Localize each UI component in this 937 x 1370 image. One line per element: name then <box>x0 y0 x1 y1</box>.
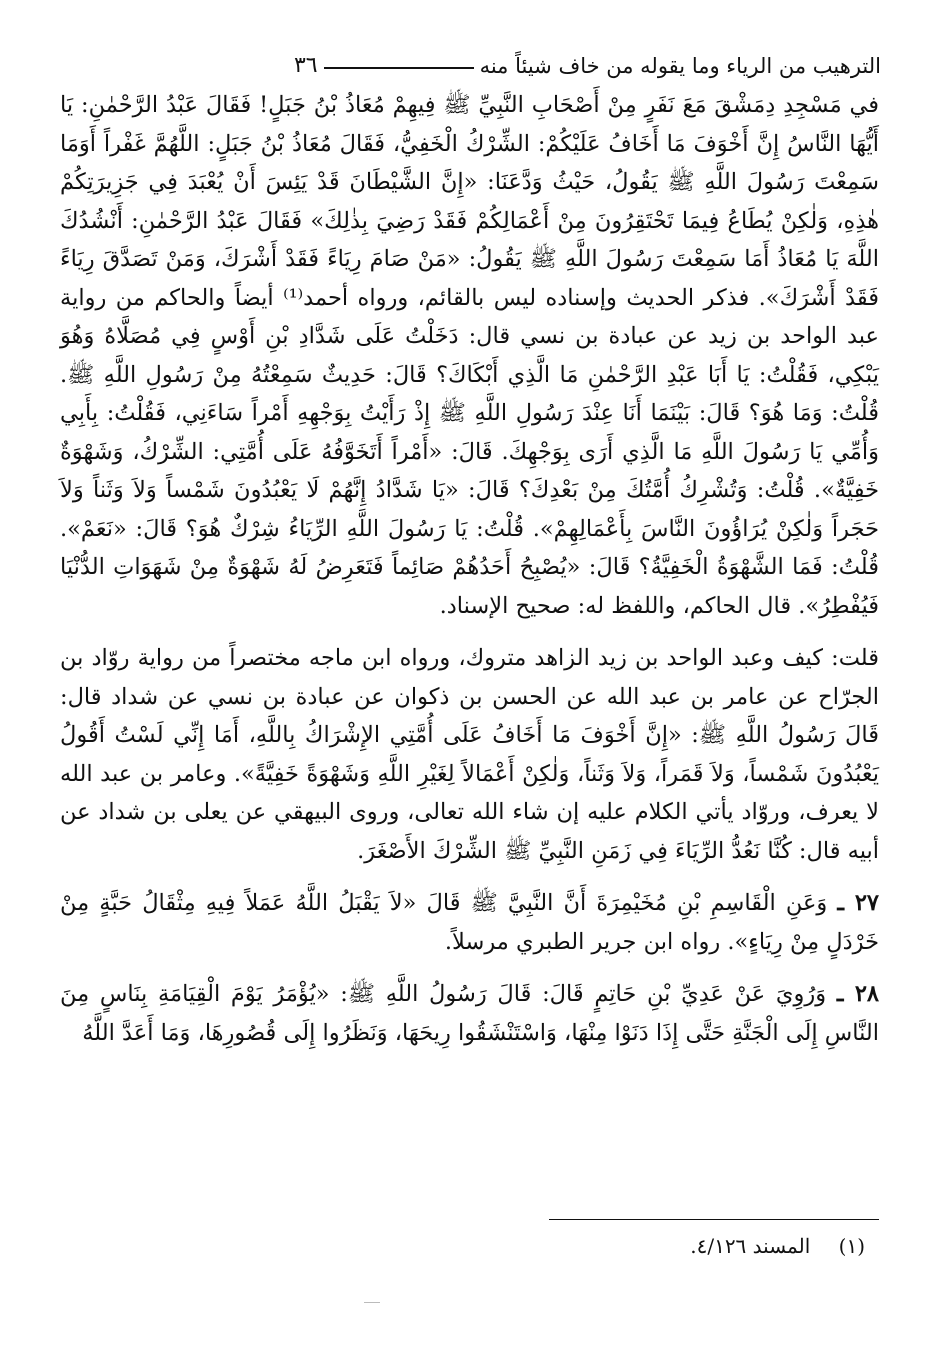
header-rule <box>324 67 474 69</box>
paragraph-text: قلت: كيف وعبد الواحد بن زيد الزاهد متروك، ورواه ابن ماجه مختصراً من رواية روّاد بن الجرّاح عن عامر بن عبد الله عن الحسن بن ذكوان عن عبادة بن نسي عن شداد قال: قَالَ رَسُولُ اللَّهِ ﷺ: «إِنَّ أَخْوَفَ مَا أَخَافُ عَلَى أُمَّتِي الإِشْرَاكُ بِاللَّهِ، أَمَا إِنِّي لَسْتُ أَقُولُ يَعْبُدُونَ شَمْساً، وَلاَ قَمَراً، وَلاَ وَثَناً، وَلٰكِنْ أَعْمَالاً لِغَيْرِ اللَّهِ وَشَهْوَةً خَفِيَّةً». وعامر بن عبد الله لا يعرف، وروّاد يأتي الكلام عليه إن شاء الله تعالى، وروى البيهقي عن يعلى بن شداد عن أبيه قال: كُنَّا نَعُدُّ الرِّيَاءَ فِي زَمَنِ النَّبِيِّ ﷺ الشِّرْكَ الأَصْغَرَ. <box>60 645 879 864</box>
running-header <box>66 38 881 78</box>
footnote-number: (١) <box>838 1234 865 1258</box>
hadith-entry <box>60 975 879 1052</box>
paragraph-text: وَرُوِيَ عَنْ عَدِيِّ بْنِ حَاتِمٍ قَالَ: قَالَ رَسُولُ اللَّهِ ﷺ: «يُؤْمَرُ يَوْمَ الْقِيَامَةِ بِنَاسٍ مِنَ النَّاسِ إِلَى الْجَنَّةِ حَتَّى إِذَا دَنَوْا مِنْهَا، وَاسْتَنْشَقُوا رِيحَهَا، وَنَظَرُوا إِلَى قُصُورِهَا، وَمَا أَعَدَّ اللَّهُ <box>60 981 879 1046</box>
footnote-divider <box>549 1219 879 1220</box>
chapter-title: الترهيب من الرياء وما يقوله من خاف شيئاً منه <box>479 54 881 78</box>
scan-mark <box>364 1302 380 1303</box>
hadith-number: ٢٧ ـ <box>837 890 879 916</box>
footnote-text: المسند ٤/١٢٦. <box>690 1234 811 1258</box>
hadith-number: ٢٨ ـ <box>836 981 879 1007</box>
paragraph-text: وَعَنِ الْقَاسِمِ بْنِ مُخَيْمِرَةَ أَنَّ النَّبِيَّ ﷺ قَالَ «لاَ يَقْبَلُ اللَّهُ عَمَلاً فِيهِ مِثْقَالُ حَبَّةٍ مِنْ خَرْدَلٍ مِنْ رِيَاءٍ». رواه ابن جرير الطبري مرسلاً. <box>60 890 879 955</box>
page-number: ٣٦ <box>293 53 318 78</box>
main-text <box>60 86 879 1052</box>
paragraph <box>60 86 879 625</box>
hadith-entry <box>60 884 879 961</box>
footnote <box>690 1234 865 1258</box>
paragraph-text: في مَسْجِدِ دِمَشْقَ مَعَ نَفَرٍ مِنْ أَصْحَابِ النَّبِيِّ ﷺ فِيهِمْ مُعَاذُ بْنُ جَبَلٍ! فَقَالَ عَبْدُ الرَّحْمٰنِ: يَا أَيُّهَا النَّاسُ إِنَّ أَخْوَفَ مَا أَخَافُ عَلَيْكُمْ: الشِّرْكُ الْخَفِيُّ، فَقَالَ مُعَاذُ بْنُ جَبَلٍ: اللَّهُمَّ غَفْراً أَوَمَا سَمِعْتَ رَسُولَ اللَّهِ ﷺ يَقُولُ، حَيْثُ وَدَّعَنَا: «إِنَّ الشَّيْطَانَ قَدْ يَئِسَ أَنْ يُعْبَدَ فِي جَزِيرَتِكُمْ هٰذِهِ، وَلٰكِنْ يُطَاعُ فِيمَا تَحْتَقِرُونَ مِنْ أَعْمَالِكُمْ فَقَدْ رَضِيَ بِذٰلِكَ» فَقَالَ عَبْدُ الرَّحْمٰنِ: أَنْشُدُكَ اللَّهَ يَا مُعَاذُ أَمَا سَمِعْتَ رَسُولَ اللَّهِ ﷺ يَقُولُ: «مَنْ صَامَ رِيَاءً فَقَدْ أَشْرَكَ، وَمَنْ تَصَدَّقَ رِيَاءً فَقَدْ أَشْرَكَ». فذكر الحديث وإسناده ليس بالقائم، ورواه أحمد⁽¹⁾ أيضاً والحاكم من رواية عبد الواحد بن زيد عن عبادة بن نسي قال: دَخَلْتُ عَلَى شَدَّادِ بْنِ أَوْسٍ فِي مُصَلَّاهُ وَهُوَ يَبْكِي، فَقُلْتُ: يَا أَبَا عَبْدِ الرَّحْمٰنِ مَا الَّذِي أَبْكَاكَ؟ قَالَ: حَدِيثٌ سَمِعْتُهُ مِنْ رَسُولِ اللَّهِ ﷺ. قُلْتُ: وَمَا هُوَ؟ قَالَ: بَيْنَمَا أَنَا عِنْدَ رَسُولِ اللَّهِ ﷺ إِذْ رَأَيْتُ بِوَجْهِهِ أَمْراً سَاءَنِي، فَقُلْتُ: بِأَبِي وَأُمِّي يَا رَسُولَ اللَّهِ مَا الَّذِي أَرَى بِوَجْهِكَ. قَالَ: «أَمْراً أَتَخَوَّفُهُ عَلَى أُمَّتِي: الشِّرْكُ، وَشَهْوَةٌ خَفِيَّةٌ». قُلْتُ: وَتُشْرِكُ أُمَّتُكَ مِنْ بَعْدِكَ؟ قَالَ: «يَا شَدَّادُ إِنَّهُمْ لَا يَعْبُدُونَ شَمْساً وَلاَ وَثَناً وَلاَ حَجَراً وَلٰكِنْ يُرَاؤُونَ النَّاسَ بِأَعْمَالِهِمْ». قُلْتُ: يَا رَسُولَ اللَّهِ الرِّيَاءُ شِرْكٌ هُوَ؟ قَالَ: «نَعَمْ». قُلْتُ: فَمَا الشَّهْوَةُ الْخَفِيَّةُ؟ قَالَ: «يُصْبِحُ أَحَدُهُمْ صَائِماً فَتَعَرِضُ لَهُ شَهْوَةٌ مِنْ شَهَوَاتِ الدُّنْيَا فَيُفْطِرُ». قال الحاكم، واللفظ له: صحيح الإسناد. <box>60 92 879 619</box>
paragraph <box>60 639 879 870</box>
